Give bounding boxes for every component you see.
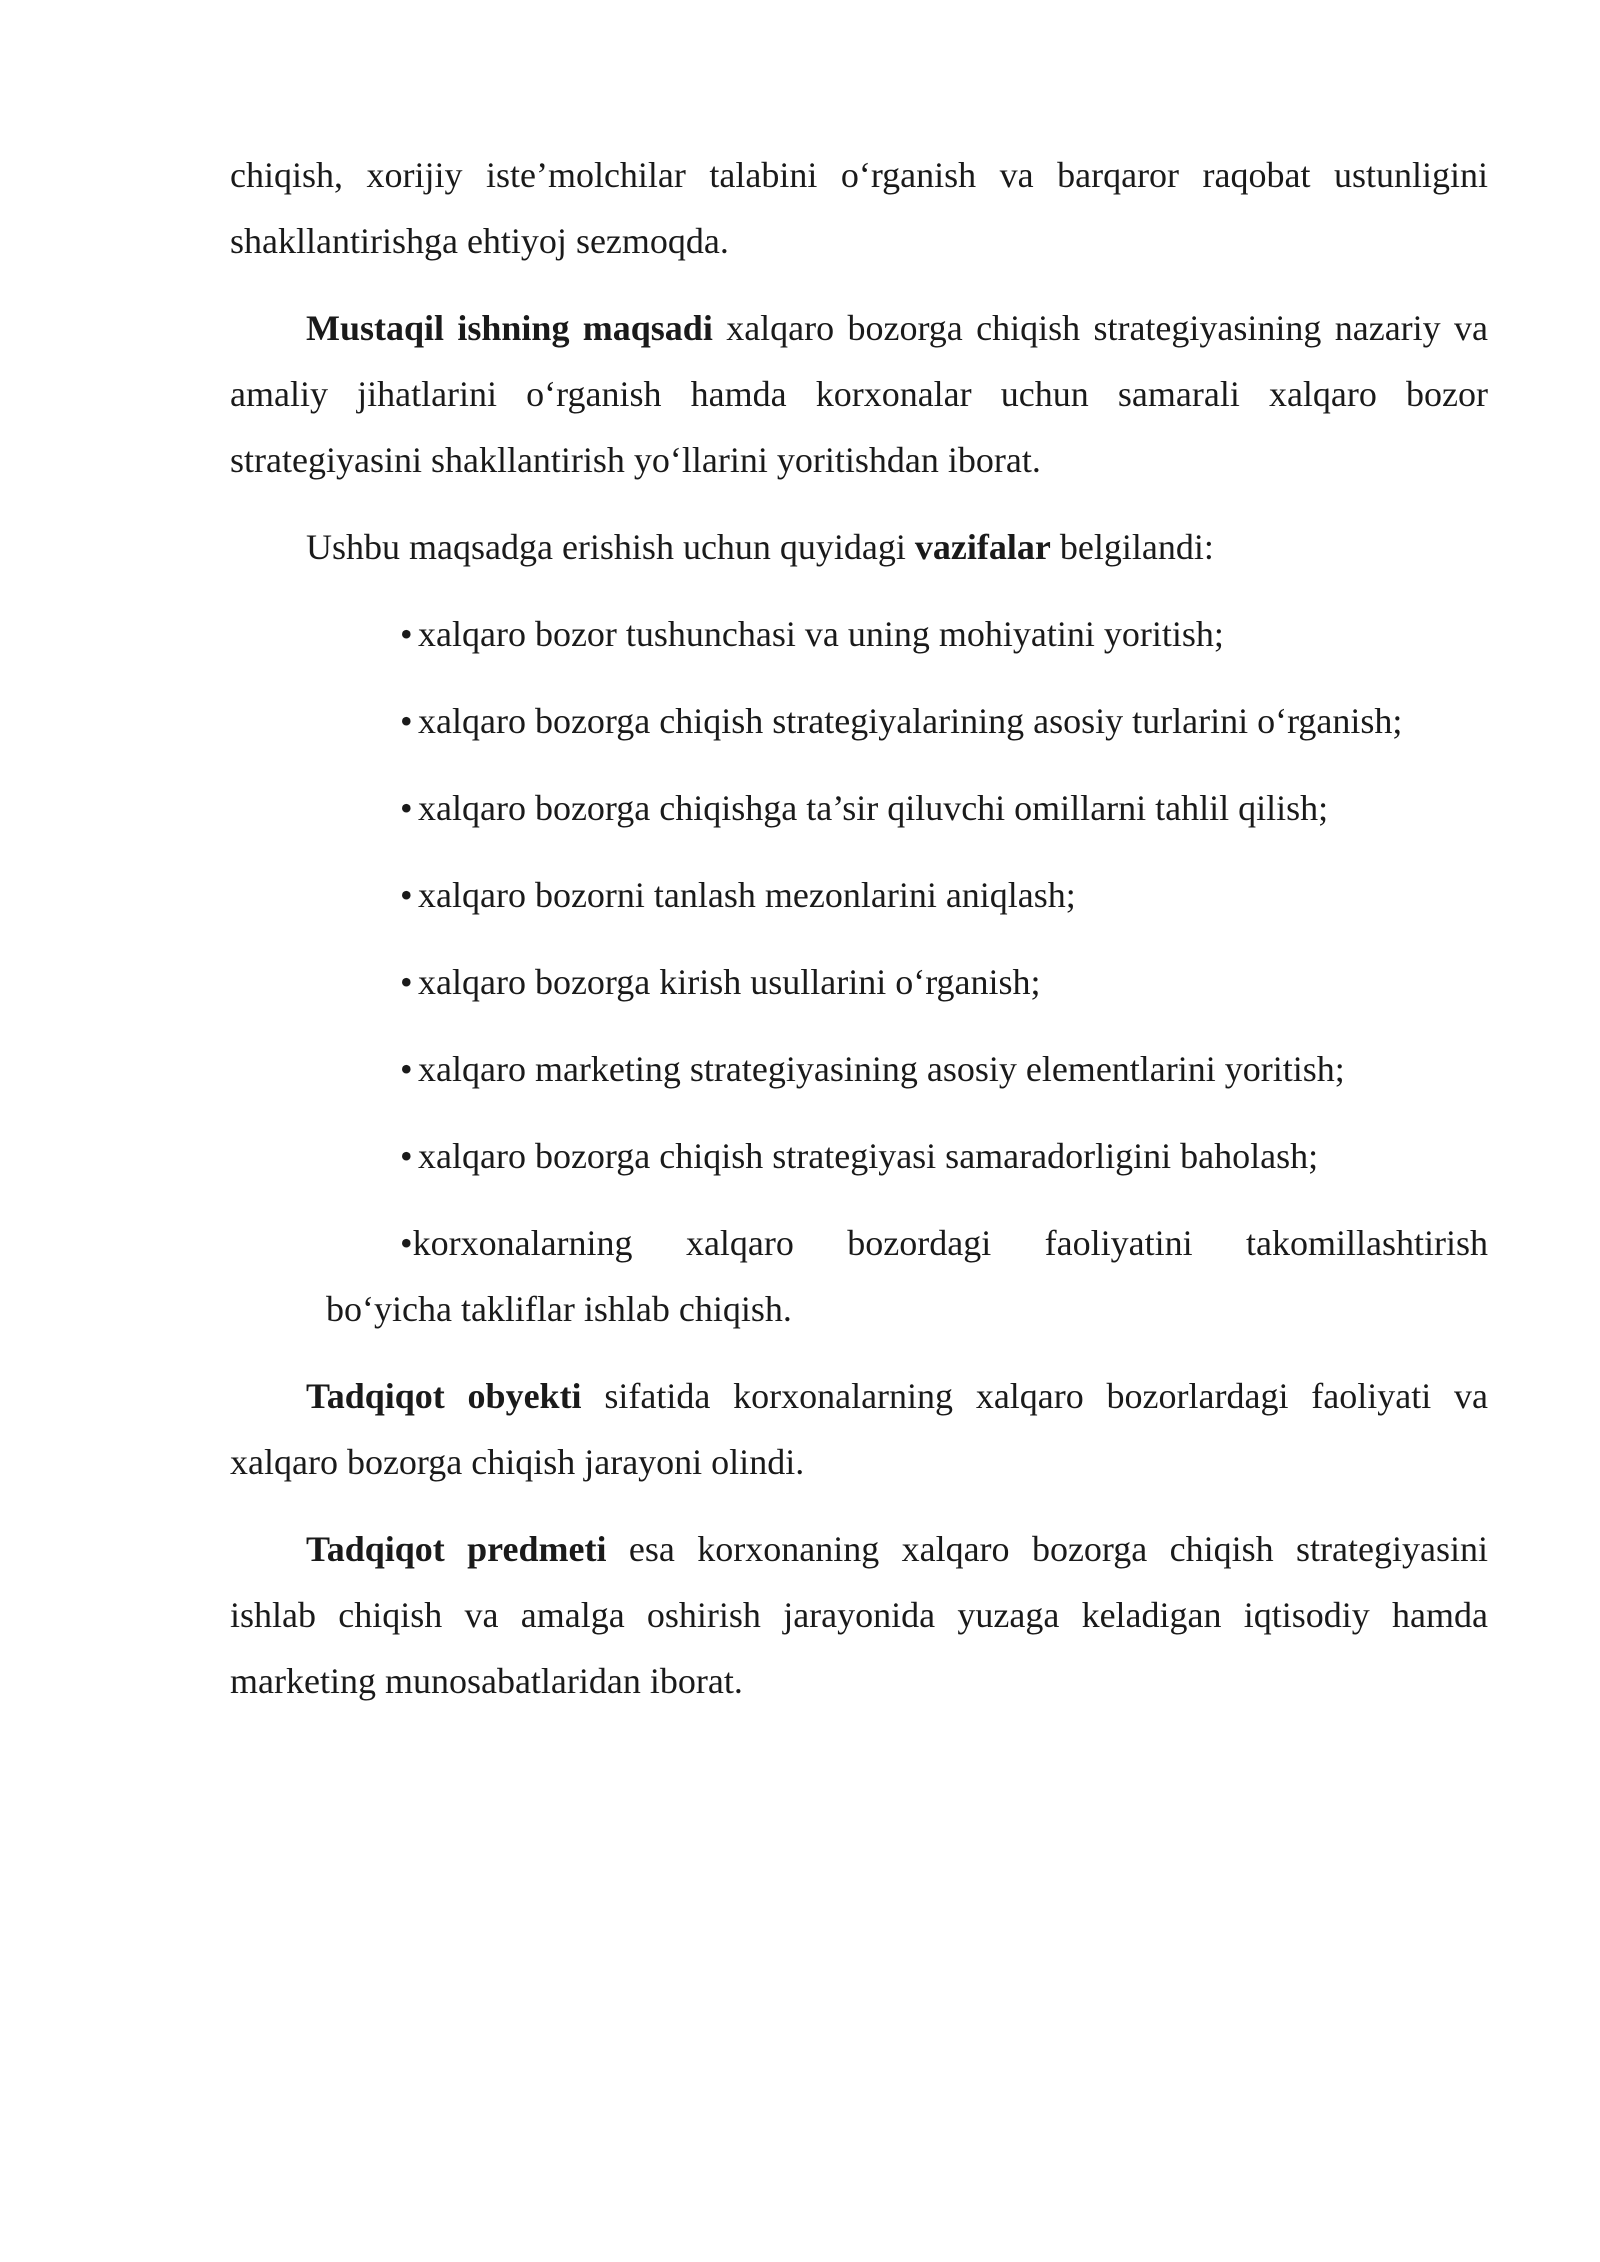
bullet-icon: • (400, 1049, 413, 1089)
subject-heading: Tadqiqot predmeti (306, 1529, 607, 1569)
goal-paragraph (230, 295, 1488, 493)
task-text: xalqaro bozorga chiqish strategiyasi samaradorligini baholash; (418, 1136, 1319, 1176)
bullet-icon: • (400, 962, 413, 1002)
list-item (230, 688, 1488, 754)
goal-text: xalqaro bozorga chiqish strategiyasining nazariy va amaliy jihatlarini o‘rganish hamda korxonalar uchun samarali xalqaro bozor strategiyasini shakllantirish yo‘llarini yoritishdan iborat. (230, 308, 1488, 480)
task-text: xalqaro marketing strategiyasining asosiy elementlarini yoritish; (418, 1049, 1345, 1089)
intro-line-2: shakllantirishga ehtiyoj sezmoqda. (230, 221, 729, 261)
last-task-lead: korxonalarning xalqaro bozordagi faoliyatini takomillashtirish (412, 1223, 1488, 1263)
tasks-list (230, 601, 1488, 1342)
task-text: xalqaro bozorga chiqishga ta’sir qiluvchi omillarni tahlil qilish; (418, 788, 1329, 828)
subject-paragraph (230, 1516, 1488, 1714)
list-item (230, 1036, 1488, 1102)
object-text: sifatida korxonalarning xalqaro bozorlardagi faoliyati va xalqaro bozorga chiqish jarayoni olindi. (230, 1376, 1488, 1482)
document-page (230, 142, 1488, 1735)
object-heading: Tadqiqot obyekti (306, 1376, 582, 1416)
subject-text: esa korxonaning xalqaro bozorga chiqish strategiyasini ishlab chiqish va amalga oshirish jarayonida yuzaga keladigan iqtisodiy hamda marketing munosabatlaridan iborat. (230, 1529, 1488, 1701)
tasks-intro-paragraph (230, 514, 1488, 580)
list-item-last (230, 1210, 1488, 1342)
last-task-tail: bo‘yicha takliflar ishlab chiqish. (326, 1289, 792, 1329)
task-text: xalqaro bozorni tanlash mezonlarini aniqlash; (418, 875, 1076, 915)
bullet-icon: • (400, 1223, 413, 1263)
bullet-icon: • (400, 614, 413, 654)
task-text: xalqaro bozorga kirish usullarini o‘rganish; (418, 962, 1041, 1002)
goal-heading: Mustaqil ishning maqsadi (306, 308, 713, 348)
tasks-intro-before: Ushbu maqsadga erishish uchun quyidagi (306, 527, 915, 567)
tasks-intro-keyword: vazifalar (914, 527, 1051, 567)
list-item (230, 601, 1488, 667)
tasks-intro-after: belgilandi: (1050, 527, 1214, 567)
object-paragraph (230, 1363, 1488, 1495)
task-text: xalqaro bozorga chiqish strategiyalarining asosiy turlarini o‘rganish; (418, 701, 1403, 741)
intro-line-1: chiqish, xorijiy iste’molchilar talabini o‘rganish va barqaror raqobat ustunligini (230, 155, 1488, 195)
bullet-icon: • (400, 875, 413, 915)
bullet-icon: • (400, 701, 413, 741)
task-text: xalqaro bozor tushunchasi va uning mohiyatini yoritish; (418, 614, 1224, 654)
list-item (230, 862, 1488, 928)
last-task-lead-line (326, 1210, 1488, 1276)
list-item (230, 949, 1488, 1015)
list-item (230, 775, 1488, 841)
list-item (230, 1123, 1488, 1189)
intro-continuation-paragraph (230, 142, 1488, 274)
bullet-icon: • (400, 788, 413, 828)
bullet-icon: • (400, 1136, 413, 1176)
